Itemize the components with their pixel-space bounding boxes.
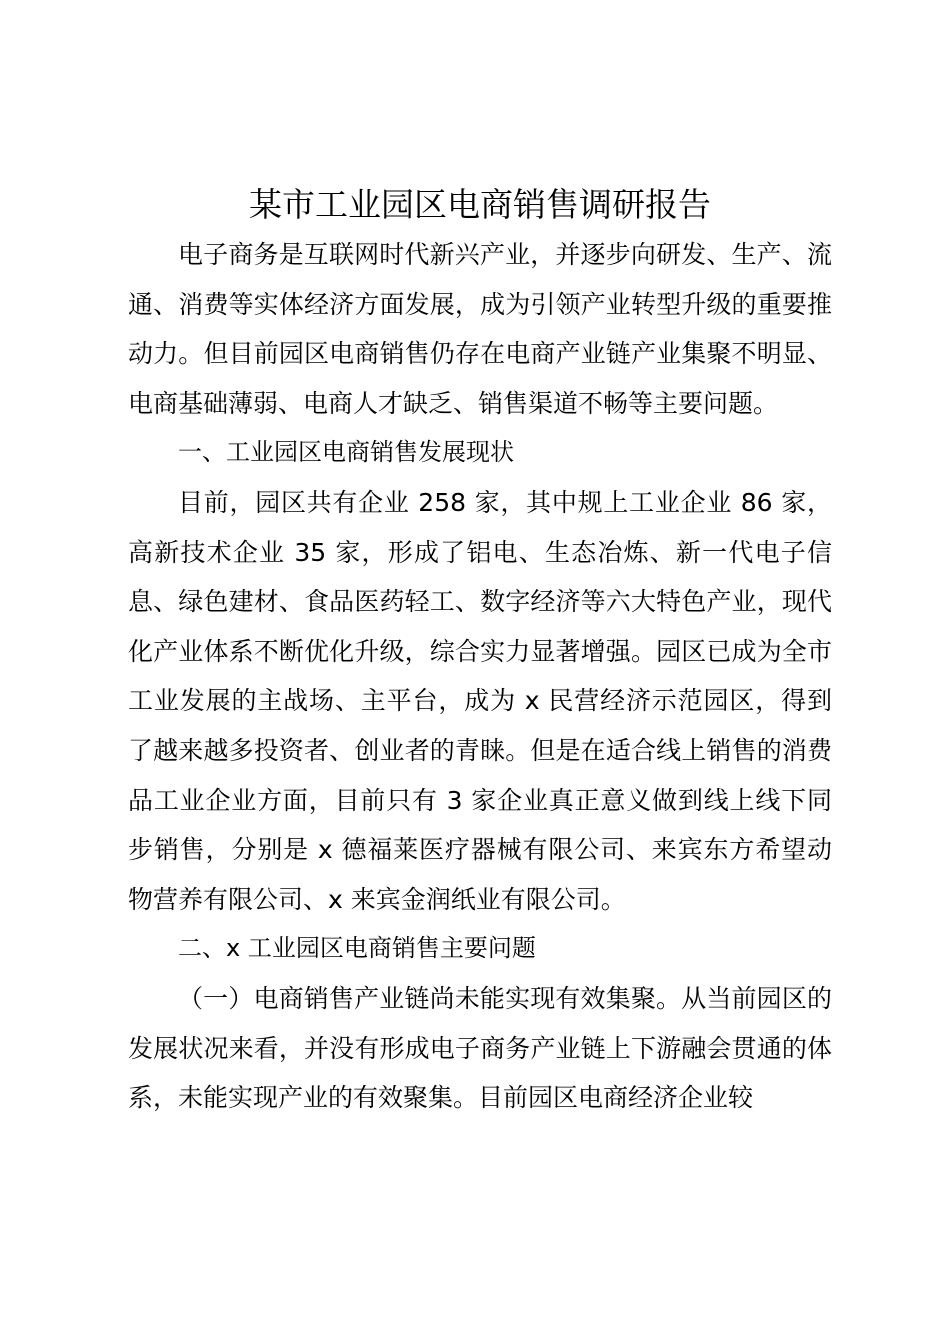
section-2-heading: 二、x 工业园区电商销售主要问题	[178, 934, 536, 963]
document-title: 某市工业园区电商销售调研报告	[249, 185, 711, 224]
section-1-paragraph: 目前，园区共有企业 258 家，其中规上工业企业 86 家，高新技术企业 35 家，形成了铝电、生态冶炼、新一代电子信息、绿色建材、食品医药轻工、数字经济等六大特色产业，现代化产业体系不断优化升级，综合实力显著增强。园区已成为全市工业发展的主战场、主平台，成为 x 民营经济示范园区，得到了越来越多投资者、创业者的青睐。但是在适合线上销售的消费品工业企业方面，目前只有 3 家企业真正意义做到线上线下同步销售，分别是 x 德福莱医疗器械有限公司、来宾东方希望动物营养有限公司、x 来宾金润纸业有限公司。	[128, 487, 832, 914]
document-page	[128, 180, 832, 1123]
section-2-paragraph: （一）电商销售产业链尚未能实现有效集聚。从当前园区的发展状况来看，并没有形成电子商务产业链上下游融会贯通的体系，未能实现产业的有效聚集。目前园区电商经济企业较	[128, 983, 832, 1113]
section-1-heading: 一、工业园区电商销售发展现状	[178, 438, 514, 467]
intro-paragraph: 电子商务是互联网时代新兴产业，并逐步向研发、生产、流通、消费等实体经济方面发展，成为引领产业转型升级的重要推动力。但目前园区电商销售仍存在电商产业链产业集聚不明显、电商基础薄弱、电商人才缺乏、销售渠道不畅等主要问题。	[128, 240, 832, 418]
